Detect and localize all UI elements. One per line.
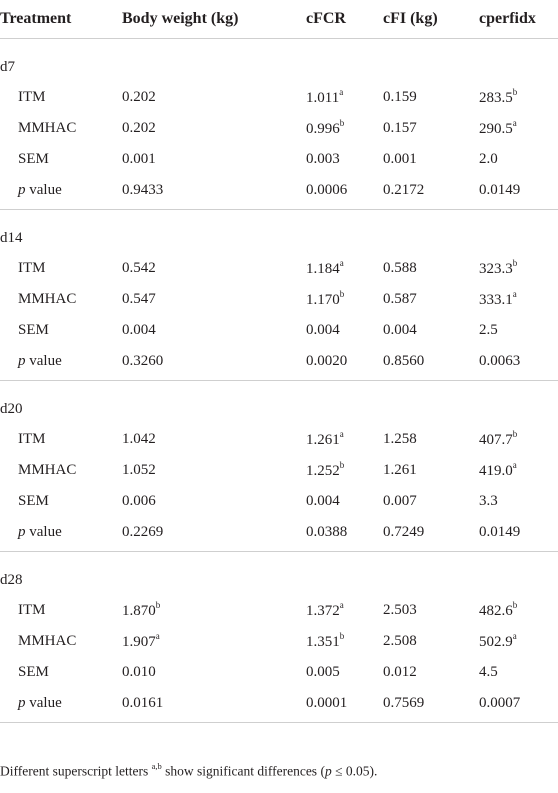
cell-body-weight [122,626,306,657]
cell-body-weight-superscript: a [155,631,160,641]
cell-cperfidx-value: 407.7 [479,432,513,448]
cell-body-weight [122,82,306,113]
row-label-text: ITM [18,431,46,447]
cell-cfi-value: 0.159 [383,89,417,105]
table-row [0,346,558,380]
cell-cperfidx [479,315,558,346]
cell-cperfidx-superscript: a [512,118,517,128]
cell-cfi-value: 0.2172 [383,181,425,198]
cell-cfcr-superscript: a [339,429,344,439]
cell-cfi-value: 0.001 [383,151,417,167]
row-label [0,626,122,657]
table-row [0,657,558,688]
cell-cfcr [306,175,383,209]
cell-cfi [383,253,479,284]
cell-cfi-value: 2.503 [383,602,417,618]
cell-cfcr-value: 1.170 [306,292,340,308]
cell-cperfidx-value: 2.0 [479,151,498,167]
cell-cfcr [306,486,383,517]
cell-cfi [383,486,479,517]
row-label-text: ITM [18,260,46,276]
cell-cperfidx-value: 0.0007 [479,694,521,711]
cell-body-weight-value: 1.870 [122,603,156,619]
cell-body-weight [122,284,306,315]
row-label [0,688,122,722]
cell-cfcr [306,253,383,284]
cell-cfi-value: 0.587 [383,291,417,307]
table-row [0,315,558,346]
cell-cfcr-superscript: b [339,289,345,299]
row-label-text: MMHAC [18,633,77,649]
cell-cperfidx [479,688,558,722]
cell-cfcr-value: 1.011 [306,90,340,106]
group-row [0,380,558,424]
table-row [0,486,558,517]
cell-cperfidx [479,595,558,626]
cell-cfcr [306,688,383,722]
cell-body-weight-value: 0.202 [122,89,156,105]
cell-cfcr-value: 0.996 [306,121,340,137]
footnote-p: p [324,763,332,779]
table-row [0,144,558,175]
cell-cperfidx-value: 283.5 [479,90,513,106]
cell-cperfidx-value: 482.6 [479,603,513,619]
cell-cperfidx [479,253,558,284]
group-row [0,38,558,82]
row-label-text: value [29,694,62,711]
cell-body-weight [122,175,306,209]
cell-cperfidx [479,424,558,455]
cell-cfi [383,688,479,722]
cell-cperfidx-value: 419.0 [479,463,513,479]
cell-cperfidx-value: 0.0149 [479,523,521,540]
row-label-text: MMHAC [18,120,77,136]
cell-cperfidx-value: 3.3 [479,493,498,509]
col-header-treatment: Treatment [0,0,122,38]
row-label [0,517,122,551]
cell-cfi [383,346,479,380]
cell-cfcr-value: 0.0020 [306,352,348,369]
cell-cfcr [306,144,383,175]
row-label [0,486,122,517]
cell-cfcr-value: 0.004 [306,493,340,509]
table-row [0,113,558,144]
row-label [0,144,122,175]
cell-cfcr-superscript: a [339,600,344,610]
cell-body-weight-value: 0.9433 [122,181,164,198]
table-row [0,626,558,657]
group-row [0,551,558,595]
cell-body-weight-value: 0.010 [122,664,156,680]
cell-body-weight-value: 0.547 [122,291,156,307]
table-row [0,688,558,722]
cell-cperfidx-value: 502.9 [479,634,513,650]
cell-body-weight [122,315,306,346]
row-label-text: MMHAC [18,462,77,478]
cell-cfi [383,657,479,688]
row-label-text: ITM [18,602,46,618]
col-header-cperfidx: cperfidx [479,0,558,38]
cell-body-weight-superscript: b [155,600,161,610]
p-symbol: p [18,694,26,711]
header-row [0,0,558,38]
cell-cfcr-superscript: b [339,460,345,470]
cell-cfi-value: 0.012 [383,664,417,680]
table-row [0,82,558,113]
cell-cfi [383,595,479,626]
cell-cperfidx-value: 2.5 [479,322,498,338]
cell-cfcr-superscript: a [339,258,344,268]
cell-cfcr-value: 0.005 [306,664,340,680]
cell-cperfidx-value: 333.1 [479,292,513,308]
row-label-text: value [29,523,62,540]
cell-body-weight [122,595,306,626]
cell-cperfidx [479,657,558,688]
row-label-text: ITM [18,89,46,105]
cell-cfi [383,315,479,346]
table-row [0,517,558,551]
group-label: d20 [0,401,23,417]
cell-cfi-value: 0.588 [383,260,417,276]
row-label [0,455,122,486]
cell-cfi [383,113,479,144]
row-label [0,175,122,209]
cell-body-weight-value: 1.042 [122,431,156,447]
cell-cperfidx [479,113,558,144]
cell-cfi [383,82,479,113]
cell-cperfidx-value: 290.5 [479,121,513,137]
cell-body-weight-value: 0.542 [122,260,156,276]
cell-cperfidx [479,455,558,486]
row-label [0,346,122,380]
footnote-text: Different superscript letters [0,763,152,779]
cell-cperfidx-superscript: a [512,631,517,641]
cell-cperfidx-value: 323.3 [479,261,513,277]
table-body [0,38,558,722]
cell-cfcr-value: 0.003 [306,151,340,167]
cell-cperfidx-value: 0.0063 [479,352,521,369]
cell-cfcr [306,82,383,113]
cell-body-weight-value: 1.052 [122,462,156,478]
p-symbol: p [18,352,26,369]
cell-cfcr [306,284,383,315]
cell-cfcr [306,657,383,688]
row-label-text: SEM [18,664,49,680]
cell-body-weight-value: 0.001 [122,151,156,167]
row-label-text: MMHAC [18,291,77,307]
cell-body-weight [122,517,306,551]
cell-cfi [383,455,479,486]
cell-cfcr-value: 0.0388 [306,523,348,540]
row-label-text: value [29,352,62,369]
footnote-superscript: a,b [151,761,162,771]
cell-cfi-value: 0.7569 [383,694,425,711]
row-label-text: SEM [18,151,49,167]
cell-cperfidx [479,175,558,209]
row-label [0,657,122,688]
cell-cfcr [306,455,383,486]
table-row [0,424,558,455]
cell-body-weight [122,113,306,144]
cell-body-weight-value: 1.907 [122,634,156,650]
cell-body-weight-value: 0.3260 [122,352,164,369]
cell-cperfidx-superscript: b [512,258,518,268]
cell-cfcr-superscript: b [339,631,345,641]
cell-body-weight-value: 0.202 [122,120,156,136]
cell-cfcr [306,346,383,380]
col-header-cfcr: cFCR [306,0,383,38]
group-label: d7 [0,59,15,75]
cell-cfcr [306,517,383,551]
cell-cfcr-value: 1.351 [306,634,340,650]
cell-cfi-value: 1.258 [383,431,417,447]
group-label: d14 [0,230,23,246]
cell-cperfidx-superscript: b [512,600,518,610]
cell-cfi [383,626,479,657]
cell-cfi-value: 0.157 [383,120,417,136]
cell-cfcr-value: 1.372 [306,603,340,619]
row-label [0,595,122,626]
cell-cfcr-value: 0.0006 [306,181,348,198]
footnote-text: ≤ 0.05). [331,763,378,779]
row-label-text: SEM [18,493,49,509]
cell-body-weight [122,253,306,284]
cell-cfi [383,424,479,455]
cell-cfcr-superscript: b [339,118,345,128]
cell-cfcr [306,113,383,144]
cell-body-weight-value: 0.006 [122,493,156,509]
row-label [0,253,122,284]
row-label [0,82,122,113]
cell-cperfidx [479,517,558,551]
group-label: d28 [0,572,23,588]
cell-cperfidx [479,626,558,657]
table-row [0,175,558,209]
cell-cfcr [306,424,383,455]
table-row [0,284,558,315]
cell-cperfidx-superscript: b [512,429,518,439]
row-label [0,315,122,346]
cell-cperfidx-superscript: b [512,87,518,97]
cell-cfi-value: 2.508 [383,633,417,649]
cell-cfi-value: 0.004 [383,322,417,338]
cell-body-weight [122,455,306,486]
cell-cfcr-value: 0.004 [306,322,340,338]
footnote-text: show significant differences ( [161,763,325,779]
cell-cfcr-value: 1.252 [306,463,340,479]
cell-body-weight [122,346,306,380]
cell-cfi [383,517,479,551]
cell-body-weight-value: 0.004 [122,322,156,338]
cell-cfi [383,175,479,209]
row-label-text: SEM [18,322,49,338]
cell-cfi-value: 0.007 [383,493,417,509]
group-row [0,209,558,253]
cell-body-weight-value: 0.0161 [122,694,164,711]
cell-cfi [383,284,479,315]
row-label [0,284,122,315]
cell-cfcr [306,626,383,657]
cell-cfi [383,144,479,175]
cell-body-weight [122,657,306,688]
row-label [0,113,122,144]
row-label-text: value [29,181,62,198]
p-symbol: p [18,181,26,198]
col-header-body-weight: Body weight (kg) [122,0,306,38]
footnote [0,762,377,780]
table-row [0,595,558,626]
cell-cperfidx-superscript: a [512,460,517,470]
cell-cperfidx [479,144,558,175]
row-label [0,424,122,455]
cell-cfi-value: 0.8560 [383,352,425,369]
cell-cfcr-value: 1.261 [306,432,340,448]
p-symbol: p [18,523,26,540]
cell-cperfidx-superscript: a [512,289,517,299]
cell-cfcr [306,595,383,626]
cell-cperfidx-value: 0.0149 [479,181,521,198]
table-row [0,253,558,284]
cell-body-weight [122,486,306,517]
cell-cfi-value: 0.7249 [383,523,425,540]
cell-body-weight [122,144,306,175]
cell-cfcr [306,315,383,346]
cell-cfcr-superscript: a [339,87,344,97]
cell-cfcr-value: 1.184 [306,261,340,277]
cell-cperfidx [479,346,558,380]
cell-body-weight-value: 0.2269 [122,523,164,540]
cell-body-weight [122,688,306,722]
cell-cfi-value: 1.261 [383,462,417,478]
cell-cfcr-value: 0.0001 [306,694,348,711]
cell-cperfidx [479,284,558,315]
cell-cperfidx-value: 4.5 [479,664,498,680]
cell-body-weight [122,424,306,455]
col-header-cfi: cFI (kg) [383,0,479,38]
table-row [0,455,558,486]
cell-cperfidx [479,486,558,517]
cell-cperfidx [479,82,558,113]
